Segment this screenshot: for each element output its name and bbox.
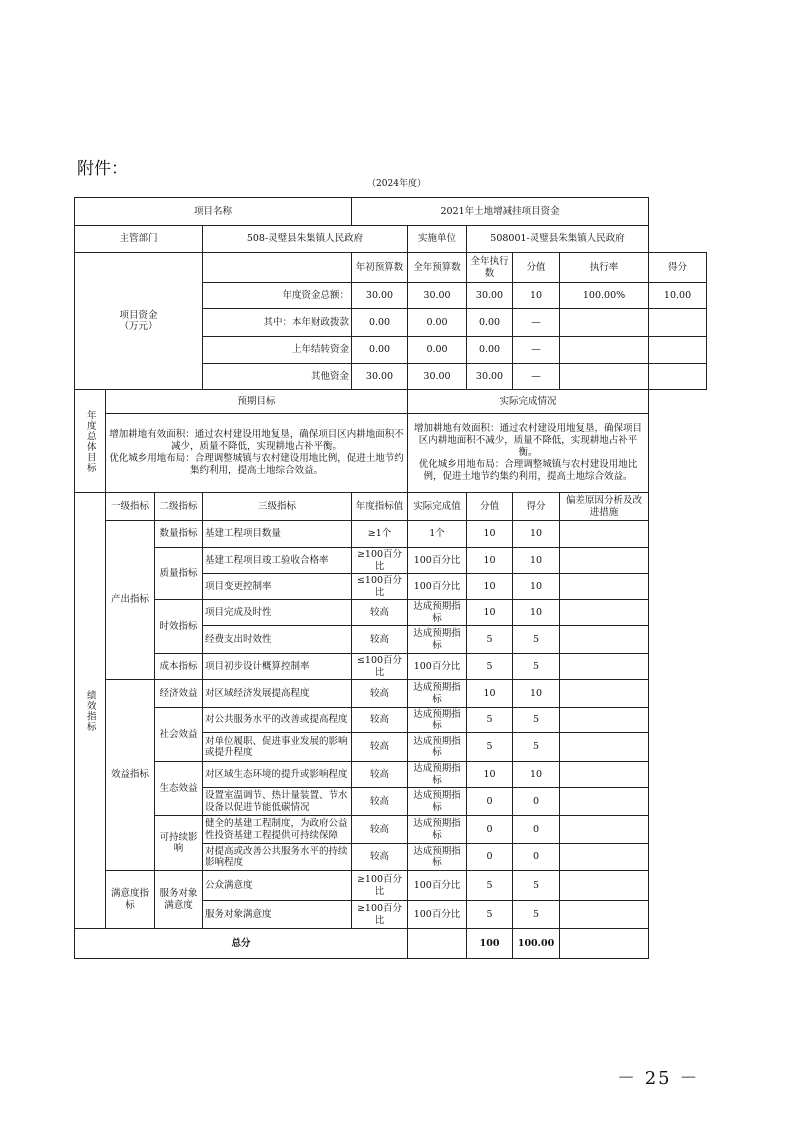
indicator-name: 经费支出时效性 <box>203 626 352 654</box>
funds-weight: — <box>513 337 560 364</box>
indicator-name: 公众满意度 <box>203 871 352 901</box>
indicator-target: 较高 <box>352 816 408 844</box>
indicator-name: 基建工程项目数量 <box>203 521 352 548</box>
impl-label: 实施单位 <box>408 226 467 253</box>
indicator-score: 10 <box>513 574 560 600</box>
ind-header-deviation: 偏差原因分析及改进措施 <box>560 493 649 521</box>
indicator-weight: 0 <box>467 816 513 844</box>
indicator-name: 基建工程项目竣工验收合格率 <box>203 548 352 574</box>
indicator-name: 对公共服务水平的改善或提高程度 <box>203 708 352 733</box>
indicator-target: 较高 <box>352 733 408 762</box>
indicator-score: 5 <box>513 626 560 654</box>
funds-annual: 0.00 <box>408 337 467 364</box>
page-number: － 25 － <box>617 1068 700 1089</box>
total-blank <box>408 929 467 959</box>
funds-col-initial: 年初预算数 <box>352 253 408 283</box>
indicator-score: 10 <box>513 680 560 708</box>
level2-sustainable: 可持续影响 <box>155 816 203 871</box>
indicator-score: 10 <box>513 600 560 626</box>
indicator-score: 5 <box>513 871 560 901</box>
funds-initial: 30.00 <box>352 283 408 309</box>
ind-header-weight: 分值 <box>467 493 513 521</box>
indicator-name: 设置室温调节、热计量装置、节水设备以促进节能低碳情况 <box>203 788 352 816</box>
indicator-actual: 100百分比 <box>408 574 467 600</box>
indicator-weight: 10 <box>467 574 513 600</box>
actual-goal-text: 增加耕地有效面积：通过农村建设用地复垦，确保项目区内耕地面积不减少，质量不降低，实现耕地占补平衡。 优化城乡用地布局：合理调整城镇与农村建设用地比例，促进土地节约集约利用，提高土地综合效益。 <box>408 414 649 493</box>
indicator-actual: 达成预期指标 <box>408 680 467 708</box>
indicator-target: 较高 <box>352 708 408 733</box>
funds-col-executed: 全年执行数 <box>467 253 513 283</box>
funds-score <box>649 364 707 390</box>
funds-initial: 0.00 <box>352 309 408 337</box>
funds-executed: 0.00 <box>467 309 513 337</box>
indicator-score: 0 <box>513 788 560 816</box>
level2-social: 社会效益 <box>155 708 203 762</box>
funds-annual: 30.00 <box>408 283 467 309</box>
expected-goal-text: 增加耕地有效面积：通过农村建设用地复垦，确保项目区内耕地面积不减少，质量不降低，实现耕地占补平衡。 优化城乡用地布局：合理调整城镇与农村建设用地比例，促进土地节约集约利用，提高土地综合效益。 <box>106 414 408 493</box>
indicator-actual: 达成预期指标 <box>408 788 467 816</box>
indicator-actual: 100百分比 <box>408 871 467 901</box>
impl-value: 508001-灵璧县朱集镇人民政府 <box>467 226 649 253</box>
expected-goal-header: 预期目标 <box>106 390 408 414</box>
funds-initial: 30.00 <box>352 364 408 390</box>
funds-rate: 100.00% <box>560 283 649 309</box>
goals-label: 年度总体目标 <box>75 390 106 493</box>
indicator-score: 5 <box>513 654 560 680</box>
ind-header-level2: 二级指标 <box>155 493 203 521</box>
total-weight: 100 <box>467 929 513 959</box>
funds-row-label: 其他资金 <box>203 364 352 390</box>
indicator-target: ≥100百分比 <box>352 548 408 574</box>
level1-satisfaction: 满意度指标 <box>106 871 155 929</box>
funds-rate <box>560 309 649 337</box>
level2-ecological: 生态效益 <box>155 762 203 816</box>
performance-table <box>74 197 707 959</box>
level2-quantity: 数量指标 <box>155 521 203 548</box>
indicator-weight: 5 <box>467 901 513 929</box>
indicator-name: 项目完成及时性 <box>203 600 352 626</box>
indicator-deviation <box>560 816 649 844</box>
indicator-weight: 0 <box>467 788 513 816</box>
ind-header-level3: 三级指标 <box>203 493 352 521</box>
year-label: （2024年度） <box>367 179 426 189</box>
funds-executed: 30.00 <box>467 364 513 390</box>
indicator-deviation <box>560 521 649 548</box>
indicator-weight: 10 <box>467 521 513 548</box>
indicator-deviation <box>560 654 649 680</box>
indicator-target: 较高 <box>352 626 408 654</box>
indicator-target: ≥1个 <box>352 521 408 548</box>
level2-economic: 经济效益 <box>155 680 203 708</box>
indicator-weight: 0 <box>467 844 513 871</box>
indicator-target: ≥100百分比 <box>352 901 408 929</box>
indicator-score: 5 <box>513 708 560 733</box>
funds-annual: 30.00 <box>408 364 467 390</box>
indicator-actual: 达成预期指标 <box>408 762 467 788</box>
indicator-actual: 达成预期指标 <box>408 626 467 654</box>
indicator-score: 0 <box>513 816 560 844</box>
indicator-deviation <box>560 871 649 901</box>
attachment-label: 附件： <box>77 159 128 179</box>
total-deviation <box>560 929 649 959</box>
funds-row-label: 上年结转资金 <box>203 337 352 364</box>
funds-annual: 0.00 <box>408 309 467 337</box>
funds-rate <box>560 337 649 364</box>
funds-col-score: 得分 <box>649 253 707 283</box>
indicator-name: 健全的基建工程制度，为政府公益性投资基建工程提供可持续保障 <box>203 816 352 844</box>
indicator-name: 对单位履职、促进事业发展的影响或提升程度 <box>203 733 352 762</box>
indicator-name: 对区域生态环境的提升或影响程度 <box>203 762 352 788</box>
indicator-weight: 5 <box>467 871 513 901</box>
indicator-target: 较高 <box>352 680 408 708</box>
project-name-value: 2021年土地增减挂项目资金 <box>352 198 649 226</box>
indicator-deviation <box>560 574 649 600</box>
indicator-score: 10 <box>513 521 560 548</box>
indicator-actual: 达成预期指标 <box>408 733 467 762</box>
project-name-label: 项目名称 <box>75 198 352 226</box>
funds-row-label: 其中：本年财政拨款 <box>203 309 352 337</box>
level1-benefit: 效益指标 <box>106 680 155 871</box>
indicator-score: 10 <box>513 762 560 788</box>
indicator-target: ≥100百分比 <box>352 871 408 901</box>
indicator-name: 服务对象满意度 <box>203 901 352 929</box>
indicator-deviation <box>560 844 649 871</box>
indicator-target: ≤100百分比 <box>352 574 408 600</box>
funds-col-weight: 分值 <box>513 253 560 283</box>
indicator-actual: 100百分比 <box>408 654 467 680</box>
indicator-target: 较高 <box>352 844 408 871</box>
total-score: 100.00 <box>513 929 560 959</box>
funds-weight: 10 <box>513 283 560 309</box>
level2-cost: 成本指标 <box>155 654 203 680</box>
funds-score: 10.00 <box>649 283 707 309</box>
indicator-target: 较高 <box>352 788 408 816</box>
level1-output: 产出指标 <box>106 521 155 680</box>
indicator-name: 对提高或改善公共服务水平的持续影响程度 <box>203 844 352 871</box>
funds-initial: 0.00 <box>352 337 408 364</box>
funds-col-annual: 全年预算数 <box>408 253 467 283</box>
funds-score <box>649 309 707 337</box>
indicator-deviation <box>560 600 649 626</box>
dept-label: 主管部门 <box>75 226 203 253</box>
indicator-weight: 10 <box>467 680 513 708</box>
ind-header-level1: 一级指标 <box>106 493 155 521</box>
indicator-target: 较高 <box>352 762 408 788</box>
level2-service-satisfaction: 服务对象满意度 <box>155 871 203 929</box>
indicator-score: 10 <box>513 548 560 574</box>
funds-label: 项目资金 （万元） <box>75 253 203 390</box>
indicator-name: 项目初步设计概算控制率 <box>203 654 352 680</box>
indicator-deviation <box>560 762 649 788</box>
indicator-target: 较高 <box>352 600 408 626</box>
indicator-deviation <box>560 708 649 733</box>
indicators-section-label: 绩效指标 <box>75 493 106 929</box>
indicator-score: 5 <box>513 733 560 762</box>
indicator-actual: 1个 <box>408 521 467 548</box>
indicator-actual: 100百分比 <box>408 901 467 929</box>
actual-goal-header: 实际完成情况 <box>408 390 649 414</box>
indicator-name: 对区域经济发展提高程度 <box>203 680 352 708</box>
level2-timeliness: 时效指标 <box>155 600 203 654</box>
funds-score <box>649 337 707 364</box>
funds-header-blank <box>203 253 352 283</box>
funds-col-rate: 执行率 <box>560 253 649 283</box>
level2-quality: 质量指标 <box>155 548 203 600</box>
indicator-deviation <box>560 733 649 762</box>
ind-header-score: 得分 <box>513 493 560 521</box>
indicator-weight: 5 <box>467 733 513 762</box>
indicator-actual: 达成预期指标 <box>408 844 467 871</box>
ind-header-actual: 实际完成值 <box>408 493 467 521</box>
funds-weight: — <box>513 309 560 337</box>
ind-header-target: 年度指标值 <box>352 493 408 521</box>
indicator-weight: 10 <box>467 548 513 574</box>
indicator-deviation <box>560 680 649 708</box>
indicator-actual: 达成预期指标 <box>408 600 467 626</box>
indicator-weight: 5 <box>467 708 513 733</box>
indicator-deviation <box>560 626 649 654</box>
indicator-actual: 100百分比 <box>408 548 467 574</box>
indicator-weight: 5 <box>467 626 513 654</box>
funds-executed: 30.00 <box>467 283 513 309</box>
indicator-weight: 10 <box>467 600 513 626</box>
indicator-weight: 5 <box>467 654 513 680</box>
funds-executed: 0.00 <box>467 337 513 364</box>
indicator-actual: 达成预期指标 <box>408 816 467 844</box>
indicator-score: 0 <box>513 844 560 871</box>
dept-value: 508-灵璧县朱集镇人民政府 <box>203 226 408 253</box>
indicator-deviation <box>560 548 649 574</box>
total-label: 总分 <box>75 929 408 959</box>
indicator-deviation <box>560 788 649 816</box>
funds-weight: — <box>513 364 560 390</box>
indicator-weight: 10 <box>467 762 513 788</box>
indicator-score: 5 <box>513 901 560 929</box>
indicator-name: 项目变更控制率 <box>203 574 352 600</box>
funds-rate <box>560 364 649 390</box>
funds-row-label: 年度资金总额： <box>203 283 352 309</box>
indicator-target: ≤100百分比 <box>352 654 408 680</box>
indicator-actual: 达成预期指标 <box>408 708 467 733</box>
indicator-deviation <box>560 901 649 929</box>
